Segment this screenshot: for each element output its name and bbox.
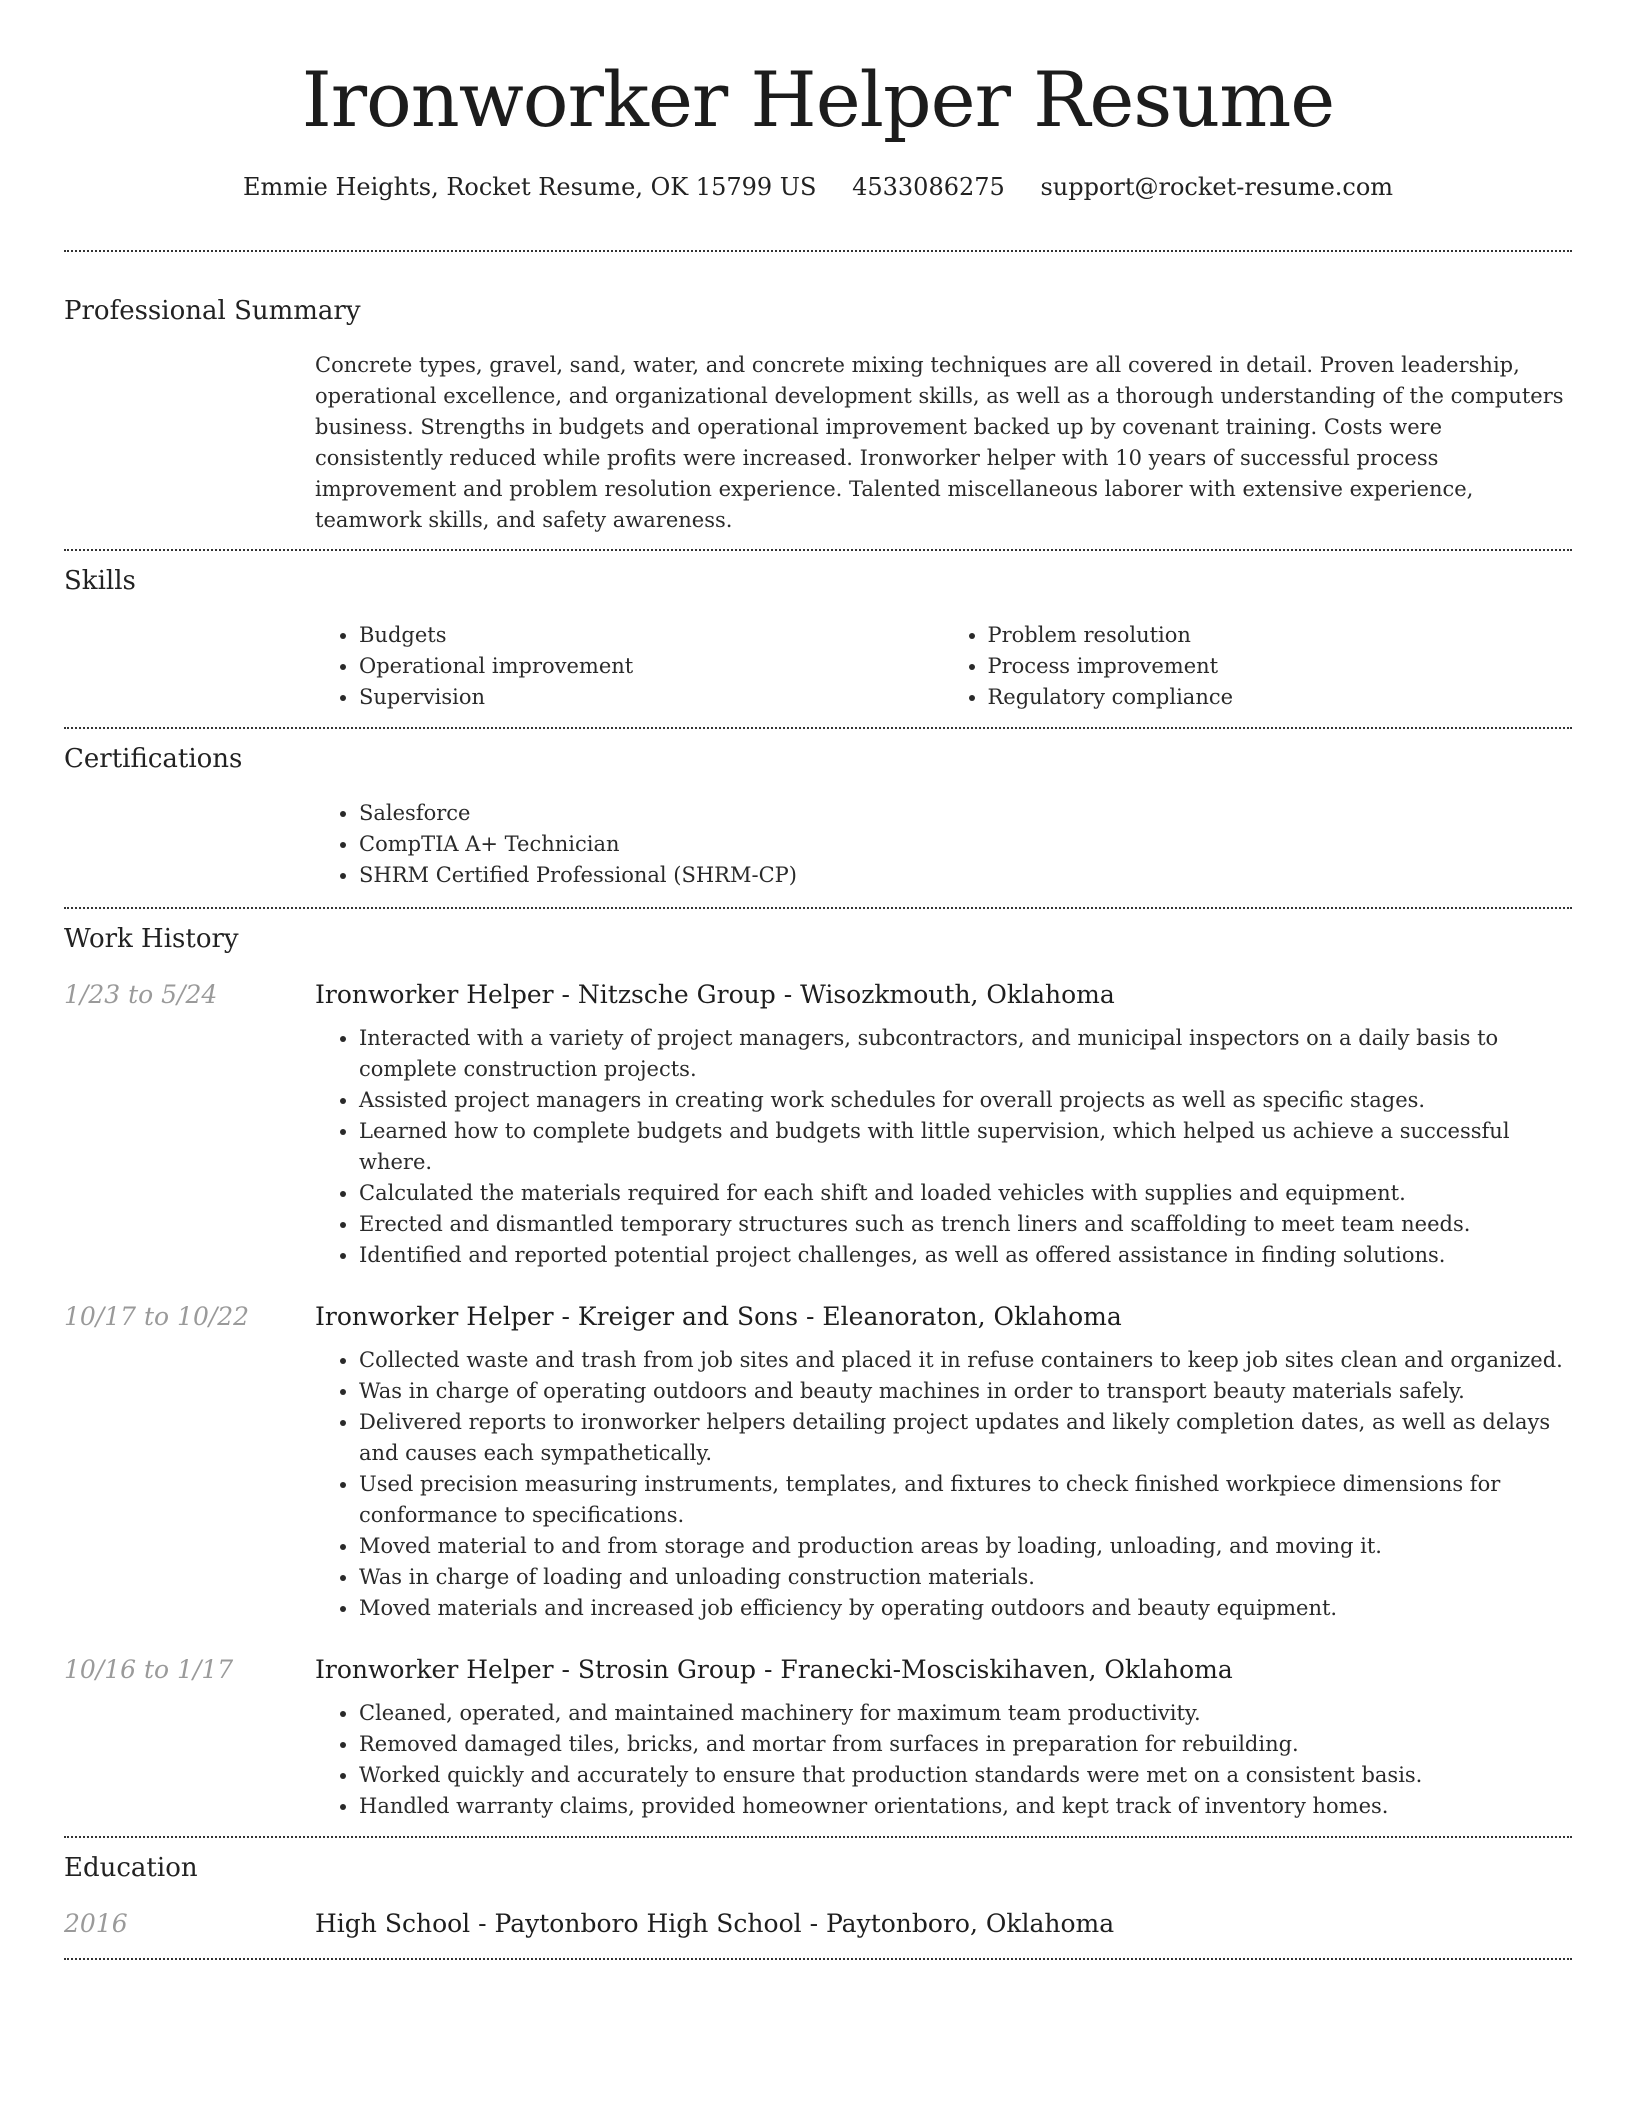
job-date: 10/16 to 1/17 (64, 1655, 234, 1684)
job-bullet: • Used precision measuring instruments, templates, and fixtures to check finished workpiece dimensions for conformance to specifications. (359, 1469, 1572, 1531)
job-entry (64, 1301, 1572, 1624)
job-date: 10/17 to 10/22 (64, 1302, 250, 1331)
job-bullet: • Cleaned, operated, and maintained machinery for maximum team productivity. (359, 1698, 1572, 1729)
work-history-heading: Work History (64, 924, 239, 954)
job-bullet: • Calculated the materials required for each shift and loaded vehicles with supplies and equipment. (359, 1178, 1572, 1209)
divider (64, 1958, 1572, 1960)
skills-list (315, 620, 1572, 713)
contact-line (64, 172, 1572, 202)
skill-item: • Budgets (359, 620, 944, 651)
work-history-section (64, 923, 1572, 1822)
skill-item: • Process improvement (988, 651, 1573, 682)
job-bullet: • Was in charge of operating outdoors and beauty machines in order to transport beauty materials safely. (359, 1376, 1572, 1407)
job-bullet: • Erected and dismantled temporary structures such as trench liners and scaffolding to meet team needs. (359, 1209, 1572, 1240)
divider (64, 1836, 1572, 1838)
skills-heading: Skills (64, 566, 136, 596)
education-heading: Education (64, 1853, 198, 1883)
summary-heading: Professional Summary (64, 296, 361, 326)
job-bullet: • Assisted project managers in creating work schedules for overall projects as well as specific stages. (359, 1085, 1572, 1116)
certifications-section (64, 743, 1572, 891)
divider (64, 727, 1572, 729)
divider (64, 549, 1572, 551)
contact-address: Emmie Heights, Rocket Resume, OK 15799 US (242, 173, 817, 201)
skills-section (64, 565, 1572, 713)
job-bullet: • Interacted with a variety of project managers, subcontractors, and municipal inspectors on a daily basis to complete construction projects. (359, 1023, 1572, 1085)
skills-column-left (315, 620, 944, 713)
education-entry (64, 1908, 1572, 1940)
job-bullet: • Was in charge of loading and unloading construction materials. (359, 1562, 1572, 1593)
job-bullet: • Collected waste and trash from job sites and placed it in refuse containers to keep job sites clean and organized. (359, 1345, 1572, 1376)
education-date: 2016 (64, 1909, 128, 1938)
certification-item: • Salesforce (359, 798, 1572, 829)
summary-section (64, 295, 1572, 536)
job-bullets (315, 1345, 1572, 1624)
certifications-heading: Certifications (64, 744, 243, 774)
job-title: Ironworker Helper - Kreiger and Sons - Eleanoraton, Oklahoma (315, 1302, 1122, 1331)
skill-item: • Regulatory compliance (988, 682, 1573, 713)
certification-item: • SHRM Certified Professional (SHRM-CP) (359, 860, 1572, 891)
skills-column-right (944, 620, 1573, 713)
job-bullet: • Moved materials and increased job efficiency by operating outdoors and beauty equipment. (359, 1593, 1572, 1624)
job-bullets (315, 1698, 1572, 1822)
education-title: High School - Paytonboro High School - Paytonboro, Oklahoma (315, 1909, 1115, 1938)
divider (64, 907, 1572, 909)
certification-item: • CompTIA A+ Technician (359, 829, 1572, 860)
skill-item: • Supervision (359, 682, 944, 713)
contact-phone: 4533086275 (852, 173, 1005, 201)
contact-email[interactable]: support@rocket-resume.com (1040, 173, 1394, 201)
job-entry (64, 1654, 1572, 1822)
skill-item: • Operational improvement (359, 651, 944, 682)
resume-page (64, 0, 1572, 1960)
job-bullet: • Delivered reports to ironworker helpers detailing project updates and likely completion dates, as well as delays and causes each sympathetically. (359, 1407, 1572, 1469)
job-title: Ironworker Helper - Nitzsche Group - Wisozkmouth, Oklahoma (315, 980, 1115, 1009)
job-title: Ironworker Helper - Strosin Group - Franecki-Mosciskihaven, Oklahoma (315, 1655, 1233, 1684)
divider (64, 250, 1572, 252)
job-bullet: • Learned how to complete budgets and budgets with little supervision, which helped us achieve a successful where. (359, 1116, 1572, 1178)
education-section (64, 1852, 1572, 1940)
skill-item: • Problem resolution (988, 620, 1573, 651)
job-bullet: • Handled warranty claims, provided homeowner orientations, and kept track of inventory homes. (359, 1791, 1572, 1822)
job-bullet: • Removed damaged tiles, bricks, and mortar from surfaces in preparation for rebuilding. (359, 1729, 1572, 1760)
job-date: 1/23 to 5/24 (64, 980, 218, 1009)
job-bullets (315, 1023, 1572, 1271)
certifications-list (315, 798, 1572, 891)
job-bullet: • Worked quickly and accurately to ensure that production standards were met on a consistent basis. (359, 1760, 1572, 1791)
summary-text: Concrete types, gravel, sand, water, and concrete mixing techniques are all covered in detail. Proven leadership, operational excellence, and organizational development skills, as well as a thorough understanding of the computers business. Strengths in budgets and operational improvement backed up by covenant training. Costs were consistently reduced while profits were increased. Ironworker helper with 10 years of successful process improvement and problem resolution experience. Talented miscellaneous laborer with extensive experience, teamwork skills, and safety awareness. (315, 353, 1564, 532)
certifications-ul (315, 798, 1572, 891)
resume-title: Ironworker Helper Resume (301, 55, 1335, 144)
job-bullet: • Moved material to and from storage and production areas by loading, unloading, and moving it. (359, 1531, 1572, 1562)
job-bullet: • Identified and reported potential project challenges, as well as offered assistance in finding solutions. (359, 1240, 1572, 1271)
job-entry (64, 979, 1572, 1271)
